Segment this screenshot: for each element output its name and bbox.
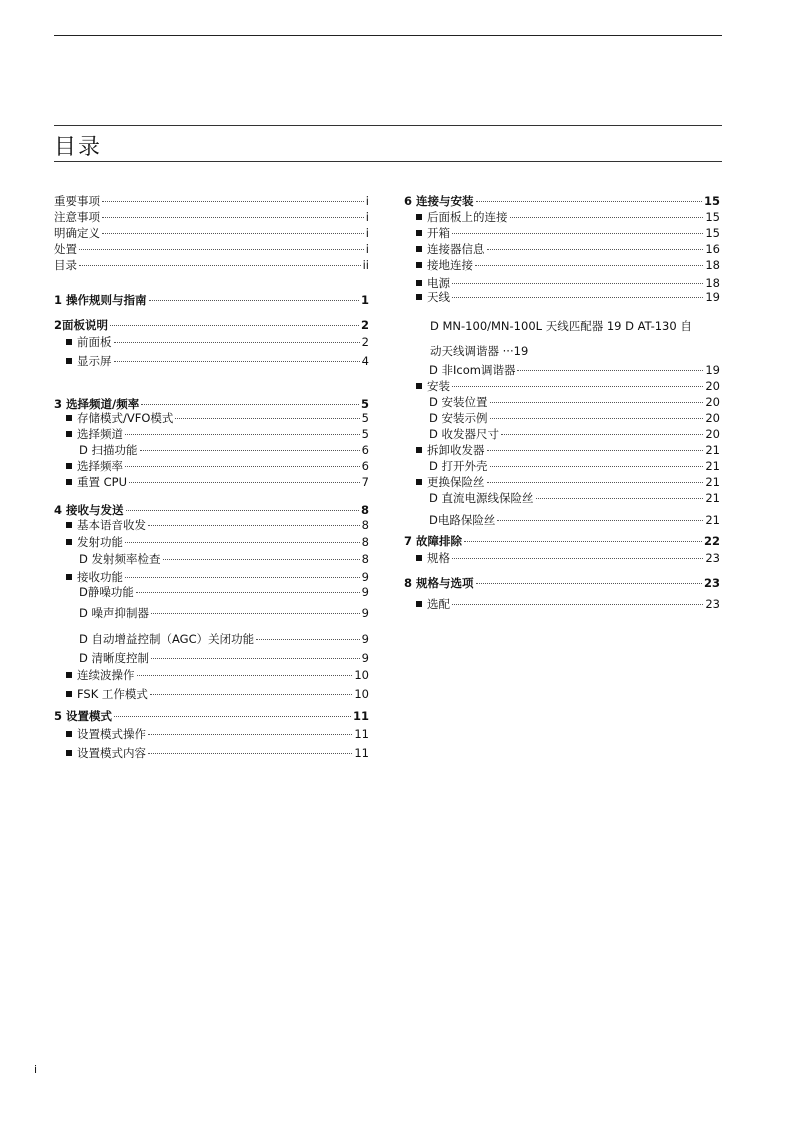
toc-entry-page: 11 xyxy=(354,746,369,760)
bullet-square-icon xyxy=(416,280,422,286)
toc-entry-label: 2面板说明 xyxy=(54,318,109,332)
toc-entry[interactable] xyxy=(429,363,720,377)
toc-entry-page: 15 xyxy=(703,194,720,208)
toc-entry-page: 2 xyxy=(360,318,369,332)
toc-entry-page: 21 xyxy=(705,475,720,489)
toc-entry-label: 选配 xyxy=(427,597,450,611)
toc-entry-label: 接地连接 xyxy=(427,258,473,272)
toc-entry-page: 20 xyxy=(705,395,720,409)
dot-leader xyxy=(452,283,703,284)
toc-entry-page: 21 xyxy=(705,513,720,527)
dot-leader xyxy=(517,370,703,371)
toc-entry-label: 6 连接与安装 xyxy=(404,194,474,208)
bullet-square-icon xyxy=(416,447,422,453)
toc-entry-label: D 收发器尺寸 xyxy=(429,427,500,441)
dot-leader xyxy=(476,201,702,202)
toc-entry-label: 发射功能 xyxy=(77,535,123,549)
toc-text-line: D MN-100/MN-100L 天线匹配器 19 D AT-130 自 xyxy=(430,319,692,333)
toc-entry-label: 安装 xyxy=(427,379,450,393)
toc-entry-page: 9 xyxy=(361,585,369,599)
toc-entry-label: D电路保险丝 xyxy=(429,513,496,527)
toc-entry[interactable] xyxy=(416,242,720,256)
bullet-square-icon xyxy=(416,246,422,252)
toc-entry-label: 前面板 xyxy=(77,335,112,349)
page-number: i xyxy=(34,1063,38,1076)
bullet-square-icon xyxy=(416,214,422,220)
toc-entry-page: 15 xyxy=(705,210,720,224)
toc-entry[interactable] xyxy=(404,534,720,548)
toc-entry[interactable] xyxy=(429,411,720,425)
toc-entry[interactable] xyxy=(404,576,720,590)
toc-entry-page: 11 xyxy=(352,709,369,723)
toc-entry-page: 4 xyxy=(361,354,369,368)
toc-entry-page: i xyxy=(365,194,369,208)
toc-entry-label: 3 选择频道/频率 xyxy=(54,397,140,411)
toc-entry-page: 15 xyxy=(705,226,720,240)
toc-text-line: 动天线调谐器 ···19 xyxy=(430,344,529,358)
dot-leader xyxy=(490,402,704,403)
toc-entry-label: D 打开外壳 xyxy=(429,459,488,473)
dot-leader xyxy=(464,541,702,542)
toc-entry-label: D 噪声抑制器 xyxy=(79,606,150,620)
dot-leader xyxy=(476,583,702,584)
toc-entry[interactable] xyxy=(416,258,720,272)
toc-entry-label: 明确定义 xyxy=(54,226,100,240)
toc-entry-label: 连续波操作 xyxy=(77,668,135,682)
toc-entry-page: 22 xyxy=(703,534,720,548)
toc-entry-page: 8 xyxy=(361,552,369,566)
toc-entry-page: 21 xyxy=(705,443,720,457)
toc-entry[interactable] xyxy=(429,513,720,527)
toc-entry-page: 1 xyxy=(360,293,369,307)
toc-entry-label: FSK 工作模式 xyxy=(77,687,148,701)
toc-entry[interactable] xyxy=(416,551,720,565)
toc-entry-page: ii xyxy=(362,258,369,272)
toc-entry-page: i xyxy=(365,210,369,224)
toc-entry-page: 9 xyxy=(361,606,369,620)
toc-entry-label: 7 故障排除 xyxy=(404,534,463,548)
toc-entry[interactable] xyxy=(429,395,720,409)
toc-entry[interactable] xyxy=(416,597,720,611)
toc-entry-page: 8 xyxy=(360,503,369,517)
dot-leader xyxy=(510,217,704,218)
toc-entry-page: 10 xyxy=(354,687,369,701)
toc-entry[interactable] xyxy=(416,210,720,224)
toc-entry-page: 11 xyxy=(354,727,369,741)
dot-leader xyxy=(490,466,704,467)
toc-entry[interactable] xyxy=(416,379,720,393)
dot-leader xyxy=(497,520,703,521)
toc-entry-label: 目录 xyxy=(54,258,77,272)
toc-entry[interactable] xyxy=(416,443,720,457)
bullet-square-icon xyxy=(416,294,422,300)
toc-entry-label: 显示屏 xyxy=(77,354,112,368)
toc-entry-label: 更换保险丝 xyxy=(427,475,485,489)
dot-leader xyxy=(452,604,703,605)
dot-leader xyxy=(475,265,703,266)
dot-leader xyxy=(452,386,703,387)
toc-entry-label: 存储模式/VFO模式 xyxy=(77,411,174,425)
toc-entry-label: 连接器信息 xyxy=(427,242,485,256)
bullet-square-icon xyxy=(416,479,422,485)
dot-leader xyxy=(487,450,704,451)
toc-entry-label: 拆卸收发器 xyxy=(427,443,485,457)
bullet-square-icon xyxy=(416,555,422,561)
dot-leader xyxy=(452,558,703,559)
toc-entry-label: 开箱 xyxy=(427,226,450,240)
toc-entry-label: 后面板上的连接 xyxy=(427,210,508,224)
toc-entry[interactable] xyxy=(416,276,720,290)
dot-leader xyxy=(487,249,704,250)
dot-leader xyxy=(452,297,703,298)
toc-entry-page: 20 xyxy=(705,427,720,441)
toc-entry-page: 6 xyxy=(361,443,369,457)
toc-entry-page: 19 xyxy=(705,363,720,377)
toc-entry-page: 18 xyxy=(705,276,720,290)
toc-entry-page: 23 xyxy=(703,576,720,590)
toc-entry-page: 23 xyxy=(705,551,720,565)
toc-entry-page: 5 xyxy=(360,397,369,411)
toc-entry-label: 注意事项 xyxy=(54,210,100,224)
toc-entry-page: 19 xyxy=(705,290,720,304)
toc-entry-page: 8 xyxy=(361,518,369,532)
toc-entry[interactable] xyxy=(404,194,720,208)
toc-entry-page: 9 xyxy=(361,651,369,665)
toc-entry-page: 5 xyxy=(361,427,369,441)
toc-entry-page: 21 xyxy=(705,459,720,473)
toc-entry[interactable] xyxy=(429,491,720,505)
toc-entry-page: 2 xyxy=(361,335,369,349)
toc-entry-page: 5 xyxy=(361,411,369,425)
toc-entry-page: 7 xyxy=(361,475,369,489)
toc-entry-label: 选择频道 xyxy=(77,427,123,441)
page-title: 目录 xyxy=(54,135,103,160)
toc-entry-label: D 自动增益控制（AGC）关闭功能 xyxy=(79,632,255,646)
toc-entry-page: 8 xyxy=(361,535,369,549)
toc-entry-label: 5 设置模式 xyxy=(54,709,113,723)
toc-entry[interactable] xyxy=(429,427,720,441)
toc-entry-label: 处置 xyxy=(54,242,77,256)
toc-entry-label: 电源 xyxy=(427,276,450,290)
toc-entry-page: 6 xyxy=(361,459,369,473)
toc-entry-label: 规格 xyxy=(427,551,450,565)
toc-entry-page: i xyxy=(365,226,369,240)
toc-entry-label: 重要事项 xyxy=(54,194,100,208)
toc-entry-page: 16 xyxy=(705,242,720,256)
toc-entry-label: 1 操作规则与指南 xyxy=(54,293,147,307)
toc-entry-label: 基本语音收发 xyxy=(77,518,146,532)
toc-entry-label: D 非Icom调谐器 xyxy=(429,363,516,377)
toc-entry-label: 重置 CPU xyxy=(77,475,128,489)
toc-entry-label: 选择频率 xyxy=(77,459,123,473)
toc-entry-page: 18 xyxy=(705,258,720,272)
toc-entry-page: 20 xyxy=(705,379,720,393)
toc-entry-page: 21 xyxy=(705,491,720,505)
toc-entry-label: D 清晰度控制 xyxy=(79,651,150,665)
toc-entry-page: 9 xyxy=(361,570,369,584)
toc-entry-label: 设置模式操作 xyxy=(77,727,146,741)
toc-entry-label: 4 接收与发送 xyxy=(54,503,124,517)
dot-leader xyxy=(490,418,704,419)
toc-entry[interactable] xyxy=(429,459,720,473)
bullet-square-icon xyxy=(416,230,422,236)
toc-entry-label: 8 规格与选项 xyxy=(404,576,474,590)
toc-entry-page: 20 xyxy=(705,411,720,425)
toc-entry-label: 设置模式内容 xyxy=(77,746,146,760)
toc-entry[interactable] xyxy=(416,290,720,304)
toc-entry-page: i xyxy=(365,242,369,256)
toc-entry-label: D 发射频率检查 xyxy=(79,552,161,566)
bullet-square-icon xyxy=(416,262,422,268)
toc-entry-label: D 直流电源线保险丝 xyxy=(429,491,534,505)
toc-entry-label: D 扫描功能 xyxy=(79,443,138,457)
dot-leader xyxy=(452,233,703,234)
bullet-square-icon xyxy=(416,383,422,389)
toc-entry-label: 接收功能 xyxy=(77,570,123,584)
dot-leader xyxy=(536,498,704,499)
toc-entry[interactable] xyxy=(416,226,720,240)
toc-entry-label: 天线 xyxy=(427,290,450,304)
toc-entry-label: D静噪功能 xyxy=(79,585,134,599)
bullet-square-icon xyxy=(416,601,422,607)
toc-entry-page: 9 xyxy=(361,632,369,646)
toc-entry[interactable] xyxy=(416,475,720,489)
toc-entry-page: 23 xyxy=(705,597,720,611)
toc-entry-label: D 安装示例 xyxy=(429,411,488,425)
dot-leader xyxy=(501,434,703,435)
dot-leader xyxy=(487,482,704,483)
toc-entry-label: D 安装位置 xyxy=(429,395,488,409)
toc-entry-page: 10 xyxy=(354,668,369,682)
